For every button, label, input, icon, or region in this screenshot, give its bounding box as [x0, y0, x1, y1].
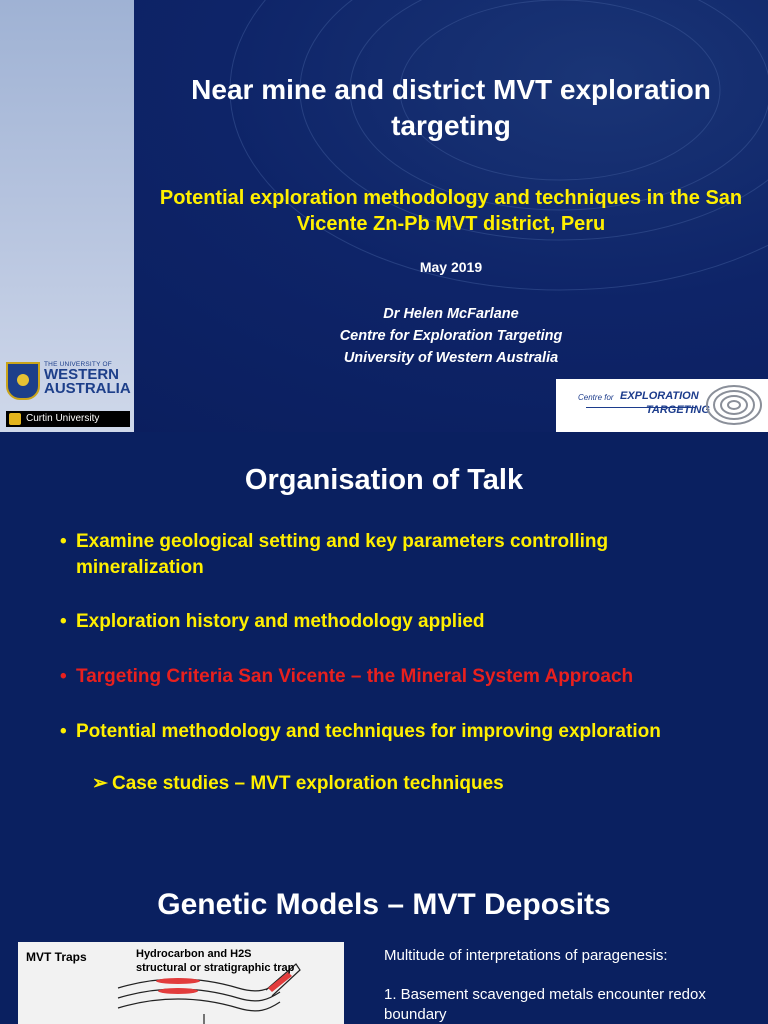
cet-logo [556, 379, 768, 432]
figure-label: MVT Traps [26, 950, 87, 964]
organisation-slide [0, 432, 768, 864]
paragenesis-item-1: 1. Basement scavenged metals encounter redox boundary [384, 986, 706, 1023]
bullet-item [60, 529, 740, 581]
bullet-item [60, 719, 740, 745]
slide1-subtitle: Potential exploration methodology and techniques in the San Vicente Zn-Pb MVT district, Peru [159, 187, 743, 235]
bullet-text: Potential methodology and techniques for improving exploration [76, 721, 661, 742]
slide1-authors [134, 303, 768, 369]
bullet-text: Exploration history and methodology applied [76, 611, 485, 632]
figure-caption-line1: Hydrocarbon and H2S [136, 948, 252, 960]
cet-logo-prefix: Centre for [578, 393, 614, 402]
slide2-title: Organisation of Talk [244, 464, 524, 496]
author-name: Dr Helen McFarlane [383, 306, 519, 322]
bullet-dot-icon: • [60, 666, 67, 687]
slide3-title: Genetic Models – MVT Deposits [157, 888, 611, 921]
slide1-title: Near mine and district MVT exploration targeting [191, 74, 711, 141]
uwa-curtin-logo [4, 360, 130, 430]
bullet-text: Examine geological setting and key parameters controlling mineralization [76, 531, 609, 578]
uwa-crest-icon [6, 362, 40, 400]
bullet-dot-icon: • [60, 531, 67, 552]
uwa-logo-western: WESTERN [44, 366, 119, 383]
bullet-dot-icon: • [60, 721, 67, 742]
arrow-bullet-icon: ➢ [92, 773, 108, 794]
bullet-item-highlighted [60, 664, 740, 690]
uwa-logo-australia: AUSTRALIA [44, 380, 131, 397]
uwa-logo-line1: THE UNIVERSITY OF [44, 361, 112, 368]
curtin-logo [6, 411, 130, 427]
uwa-logo-name [44, 368, 131, 396]
target-rings-icon [704, 383, 764, 427]
author-university: University of Western Australia [343, 350, 559, 366]
author-affiliation: Centre for Exploration Targeting [339, 328, 563, 344]
sub-bullet-text: Case studies – MVT exploration techniques [112, 773, 504, 794]
genetic-models-slide [0, 864, 768, 1024]
sub-bullet-item [92, 771, 732, 797]
cet-logo-exploration: EXPLORATION [620, 390, 699, 402]
figure-caption [136, 947, 294, 975]
curtin-icon [9, 413, 21, 425]
bullet-text: Targeting Criteria San Vicente – the Mineral System Approach [76, 666, 634, 687]
bullet-dot-icon: • [60, 611, 67, 632]
curtin-logo-text: Curtin University [26, 413, 100, 424]
title-slide [0, 0, 768, 432]
bullet-item [60, 609, 740, 635]
mvt-traps-figure [18, 942, 344, 1024]
slide1-date: May 2019 [419, 259, 483, 275]
cet-logo-targeting: TARGETING [646, 404, 710, 416]
paragenesis-intro: Multitude of interpretations of paragenesis: [384, 947, 668, 964]
figure-caption-line2: structural or stratigraphic trap [136, 962, 295, 974]
